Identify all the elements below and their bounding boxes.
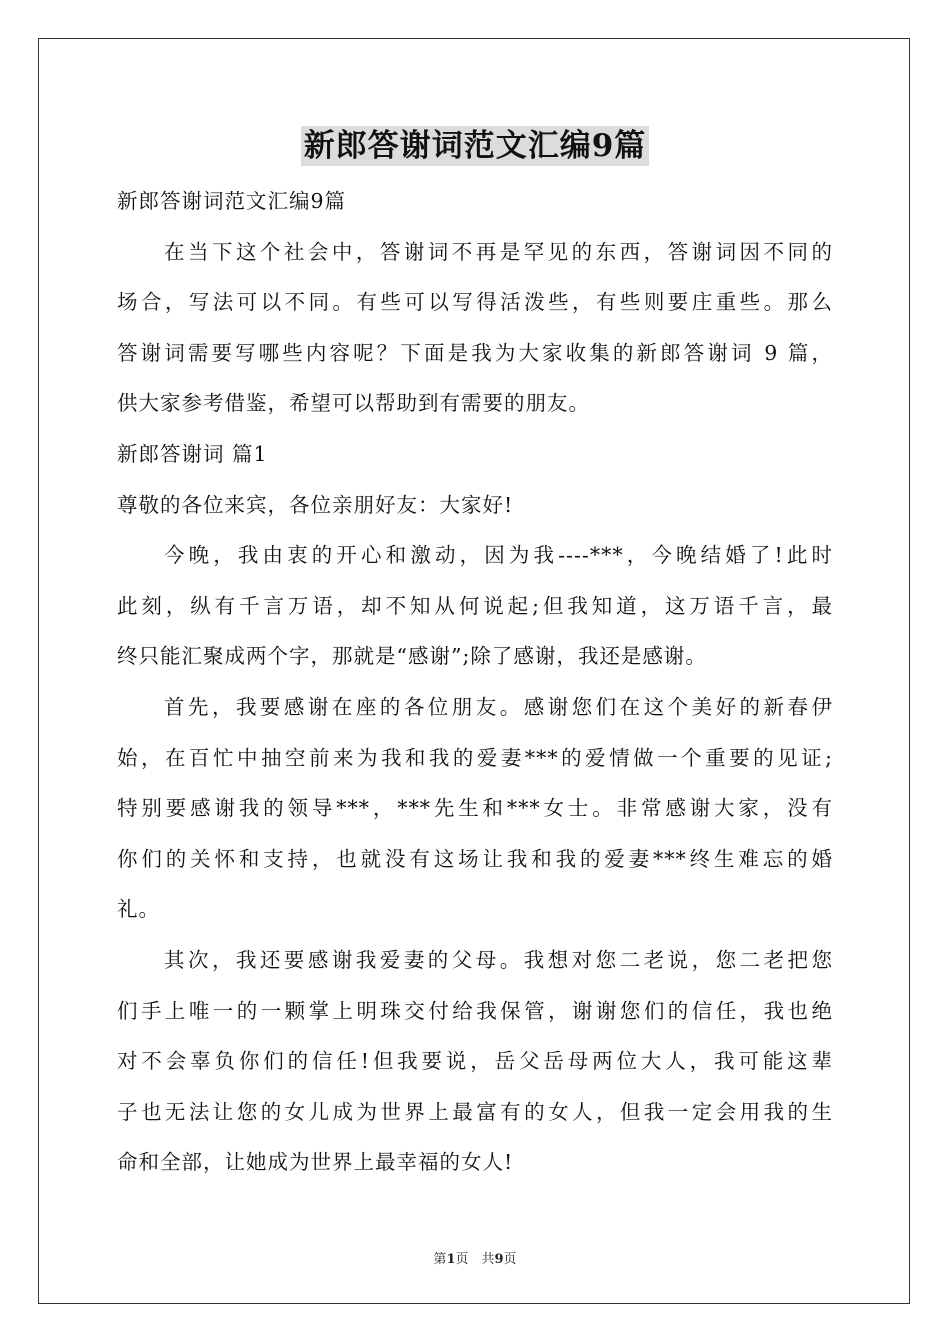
- text-line: 在当下这个社会中，答谢词不再是罕见的东西，答谢词因不同的: [164, 239, 833, 264]
- footer-page-suffix: 页: [503, 1252, 517, 1267]
- text-line: 新郎答谢词 篇1: [117, 441, 268, 466]
- text-line: 此刻，纵有千言万语，却不知从何说起;但我知道，这万语千言，最: [117, 593, 833, 618]
- footer-current-page: 1: [446, 1252, 456, 1267]
- text-line: 命和全部，让她成为世界上最幸福的女人!: [117, 1150, 514, 1175]
- text-line: 终只能汇聚成两个字，那就是“感谢”;除了感谢，我还是感谢。: [117, 644, 707, 669]
- text-line: 礼。: [117, 897, 160, 922]
- footer-total-pages: 9: [494, 1252, 504, 1267]
- document-title: 新郎答谢词范文汇编9篇: [301, 126, 650, 166]
- text-line: 新郎答谢词范文汇编9篇: [117, 189, 347, 213]
- text-line: 其次，我还要感谢我爱妻的父母。我想对您二老说，您二老把您: [164, 947, 833, 972]
- footer-page-prefix: 第: [433, 1252, 447, 1267]
- text-line: 们手上唯一的一颗掌上明珠交付给我保管，谢谢您们的信任，我也绝: [117, 998, 833, 1023]
- text-line: 子也无法让您的女儿成为世界上最富有的女人，但我一定会用我的生: [117, 1099, 833, 1124]
- text-line: 特别要感谢我的领导***，***先生和***女士。非常感谢大家，没有: [117, 796, 833, 821]
- text-line: 你们的关怀和支持，也就没有这场让我和我的爱妻***终生难忘的婚: [117, 846, 833, 871]
- text-line: 今晚，我由衷的开心和激动，因为我----***，今晚结婚了!此时: [164, 543, 833, 568]
- text-line: 答谢词需要写哪些内容呢？下面是我为大家收集的新郎答谢词 9 篇，: [117, 340, 833, 365]
- page-footer: [0, 1248, 950, 1267]
- document-body: [117, 176, 833, 1188]
- text-line: 场合，写法可以不同。有些可以写得活泼些，有些则要庄重些。那么: [117, 290, 833, 315]
- text-line: 尊敬的各位来宾，各位亲朋好友：大家好!: [117, 492, 514, 517]
- text-line: 始，在百忙中抽空前来为我和我的爱妻***的爱情做一个重要的见证;: [117, 745, 833, 770]
- footer-page-mid: 页 共: [455, 1252, 495, 1267]
- title-container: [0, 126, 950, 166]
- text-line: 供大家参考借鉴，希望可以帮助到有需要的朋友。: [117, 391, 590, 416]
- text-line: 首先，我要感谢在座的各位朋友。感谢您们在这个美好的新春伊: [164, 694, 833, 719]
- text-line: 对不会辜负你们的信任!但我要说，岳父岳母两位大人，我可能这辈: [117, 1049, 833, 1074]
